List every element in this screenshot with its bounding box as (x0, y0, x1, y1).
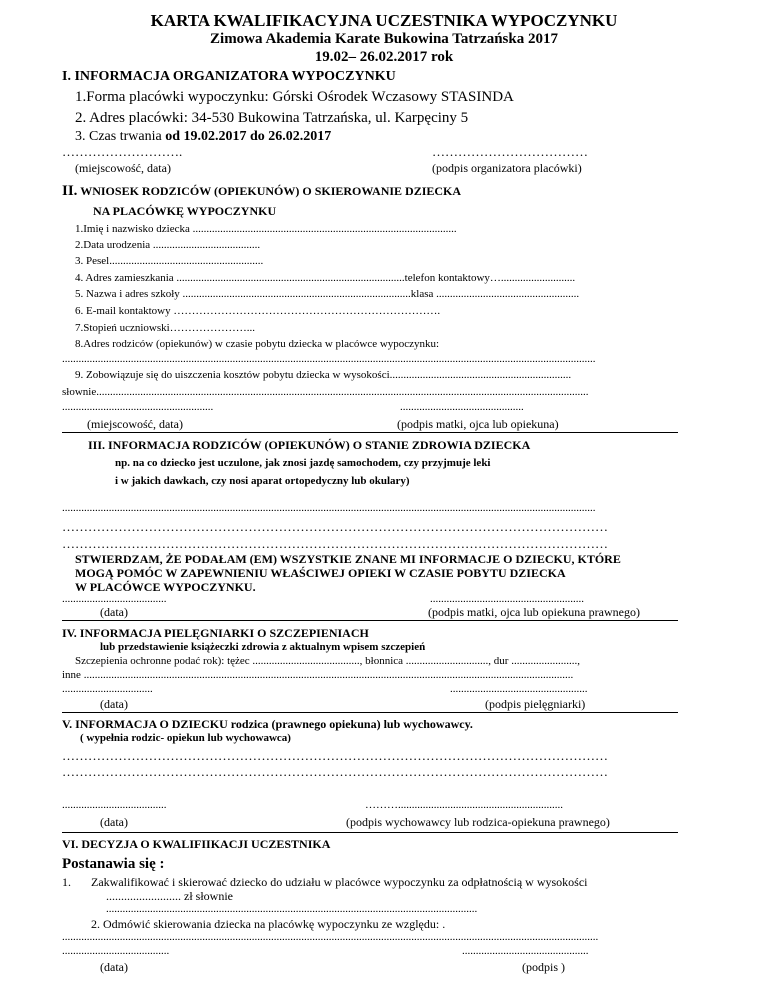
decision-fee-field: ......................... zł słownie (106, 889, 233, 903)
section-5-date-dots: ...................................... (62, 799, 167, 811)
parents-address-label: 8.Adres rodziców (opiekunów) w czasie pobytu dziecka w placówce wypoczynku: (75, 338, 440, 350)
cost-in-words-field: słownie................................................................................................................................................................................... (62, 387, 589, 398)
decision-fee-words-dots: ....................................................................................................................................... (106, 903, 478, 915)
health-info-line-3: ……………………………………………………………………………………………………………… (62, 537, 608, 550)
nurse-signature-label: (podpis pielęgniarki) (485, 697, 586, 711)
section-5-heading: V. INFORMACJA O DZIECKU rodzica (prawnego opiekuna) lub wychowawcy. (62, 717, 473, 731)
statement-line-2: MOGĄ POMÓC W ZAPEWNIENIU WŁAŚCIWEJ OPIEKI W CZASIE POBYTU DZIECKA (75, 566, 566, 580)
email-field: 6. E-mail kontaktowy ………………………………………………………………. (75, 305, 441, 317)
section-3-subheading-1: np. na co dziecko jest uczulone, jak znosi jazdę samochodem, czy przyjmuje leki (115, 457, 491, 469)
section-4-date-label: (data) (100, 697, 128, 711)
other-vaccinations-field: inne .................................................................................................................................................................................. (62, 670, 574, 681)
cost-commitment-field: 9. Zobowiązuje się do uiszczenia kosztów pobytu dziecka w wysokości.................................................................. (75, 370, 572, 381)
guardian-signature-dots: ………............................................................ (365, 799, 563, 811)
decision-item-2-text: 2. Odmówić skierowania dziecka na placówkę wypoczynku ze względu: . (91, 917, 446, 931)
child-info-line-2: ……………………………………………………………………………………………………………… (62, 765, 608, 778)
section-2-parent-signature-dots: ............................................. (400, 401, 524, 413)
section-6-date-dots: ....................................... (62, 945, 170, 957)
document-subtitle: Zimowa Akademia Karate Bukowina Tatrzańska 2017 (210, 31, 558, 47)
section-1-organizer-signature-label: (podpis organizatora placówki) (432, 161, 582, 175)
birth-date-field: 2.Data urodzenia ....................................... (75, 239, 261, 251)
section-1-place-date-label: (miejscowość, data) (75, 161, 171, 175)
statement-line-3: W PLACÓWCE WYPOCZYNKU. (75, 580, 256, 594)
section-divider (62, 432, 678, 433)
section-2-place-date-label: (miejscowość, data) (87, 417, 183, 431)
child-name-field: 1.Imię i nazwisko dziecka ................................................................................................ (75, 223, 457, 235)
section-3-date-dots: ...................................... (62, 593, 167, 605)
section-3-parent-signature-label: (podpis matki, ojca lub opiekuna prawnego) (428, 605, 640, 619)
nurse-signature-dots: .................................................. (450, 683, 588, 695)
section-5-subheading: ( wypełnia rodzic- opiekun lub wychowawca) (80, 732, 291, 744)
section-1-heading: I. INFORMACJA ORGANIZATORA WYPOCZYNKU (62, 69, 396, 84)
section-6-signature-dots: .............................................. (462, 945, 589, 957)
decision-item-1-number: 1. (62, 875, 71, 889)
section-1-form-line: 1.Forma placówki wypoczynku: Górski Ośrodek Wczasowy STASINDA (75, 89, 514, 105)
section-1-place-date-dots: ………………………. (62, 144, 183, 159)
section-2-parent-signature-label: (podpis matki, ojca lub opiekuna) (397, 417, 559, 431)
section-3-parent-signature-dots: ........................................................ (430, 593, 584, 605)
section-divider (62, 620, 678, 621)
section-1-address-line: 2. Adres placówki: 34-530 Bukowina Tatrzańska, ul. Karpęciny 5 (75, 110, 469, 126)
school-class-field: 5. Nazwa i adres szkoły ...................................................................................klasa .................................................... (75, 289, 580, 300)
section-3-heading: III. INFORMACJA RODZICÓW (OPIEKUNÓW) O STANIE ZDROWIA DZIECKA (88, 438, 531, 452)
section-divider (62, 712, 678, 713)
statement-line-1: STWIERDZAM, ŻE PODAŁAM (EM) WSZYSTKIE ZNANE MI INFORMACJE O DZIECKU, KTÓRE (75, 552, 621, 566)
decision-heading: Postanawia się : (62, 856, 165, 872)
section-6-signature-label: (podpis ) (522, 960, 565, 974)
guardian-signature-label: (podpis wychowawcy lub rodzica-opiekuna prawnego) (346, 815, 610, 829)
section-4-heading: IV. INFORMACJA PIELĘGNIARKI O SZCZEPIENIACH (62, 626, 369, 640)
home-address-phone-field: 4. Adres zamieszkania ...................................................................................telefon kontaktowy…........................... (75, 273, 576, 284)
section-2-heading: II. WNIOSEK RODZICÓW (OPIEKUNÓW) O SKIEROWANIE DZIECKA (62, 183, 462, 199)
section-6-date-label: (data) (100, 960, 128, 974)
section-4-date-dots: ................................. (62, 683, 153, 695)
health-info-line-2: ……………………………………………………………………………………………………………… (62, 520, 608, 533)
child-info-line-1: ……………………………………………………………………………………………………………… (62, 749, 608, 762)
section-2-place-date-dots: ....................................................... (62, 401, 214, 413)
section-1-duration-line: 3. Czas trwania od 19.02.2017 do 26.02.2017 (75, 129, 332, 144)
section-4-subheading: lub przedstawienie książeczki zdrowia z aktualnym wpisem szczepień (100, 641, 426, 653)
pesel-field: 3. Pesel........................................................ (75, 255, 264, 267)
decision-item-1-text: Zakwalifikować i skierować dziecko do udziału w placówce wypoczynku za odpłatnością w wysokości (91, 875, 588, 889)
vaccinations-field: Szczepienia ochronne podać rok): tężec ......................................., błonnica .............................., dur ........................, (75, 655, 580, 667)
document-title: KARTA KWALIFIKACYJNA UCZESTNIKA WYPOCZYNKU (150, 11, 618, 30)
section-2-heading-line-2: NA PLACÓWKĘ WYPOCZYNKU (93, 204, 277, 218)
decision-refusal-dots: ................................................................................................................................................................................................... (62, 932, 599, 943)
student-level-field: 7.Stopień uczniowski…………………... (75, 322, 255, 334)
document-dates: 19.02– 26.02.2017 rok (314, 49, 454, 65)
section-3-date-label: (data) (100, 605, 128, 619)
health-info-line-1: .................................................................................................................................................................................................. (62, 503, 596, 514)
section-3-subheading-2: i w jakich dawkach, czy nosi aparat ortopedyczny lub okulary) (115, 475, 410, 487)
section-1-organizer-signature-dots: ……………………………… (432, 144, 588, 159)
section-5-date-label: (data) (100, 815, 128, 829)
section-6-heading: VI. DECYZJA O KWALIFIIKACJI UCZESTNIKA (62, 837, 331, 851)
parents-address-dots: .................................................................................................................................................................................................. (62, 354, 596, 365)
section-divider (62, 832, 678, 833)
